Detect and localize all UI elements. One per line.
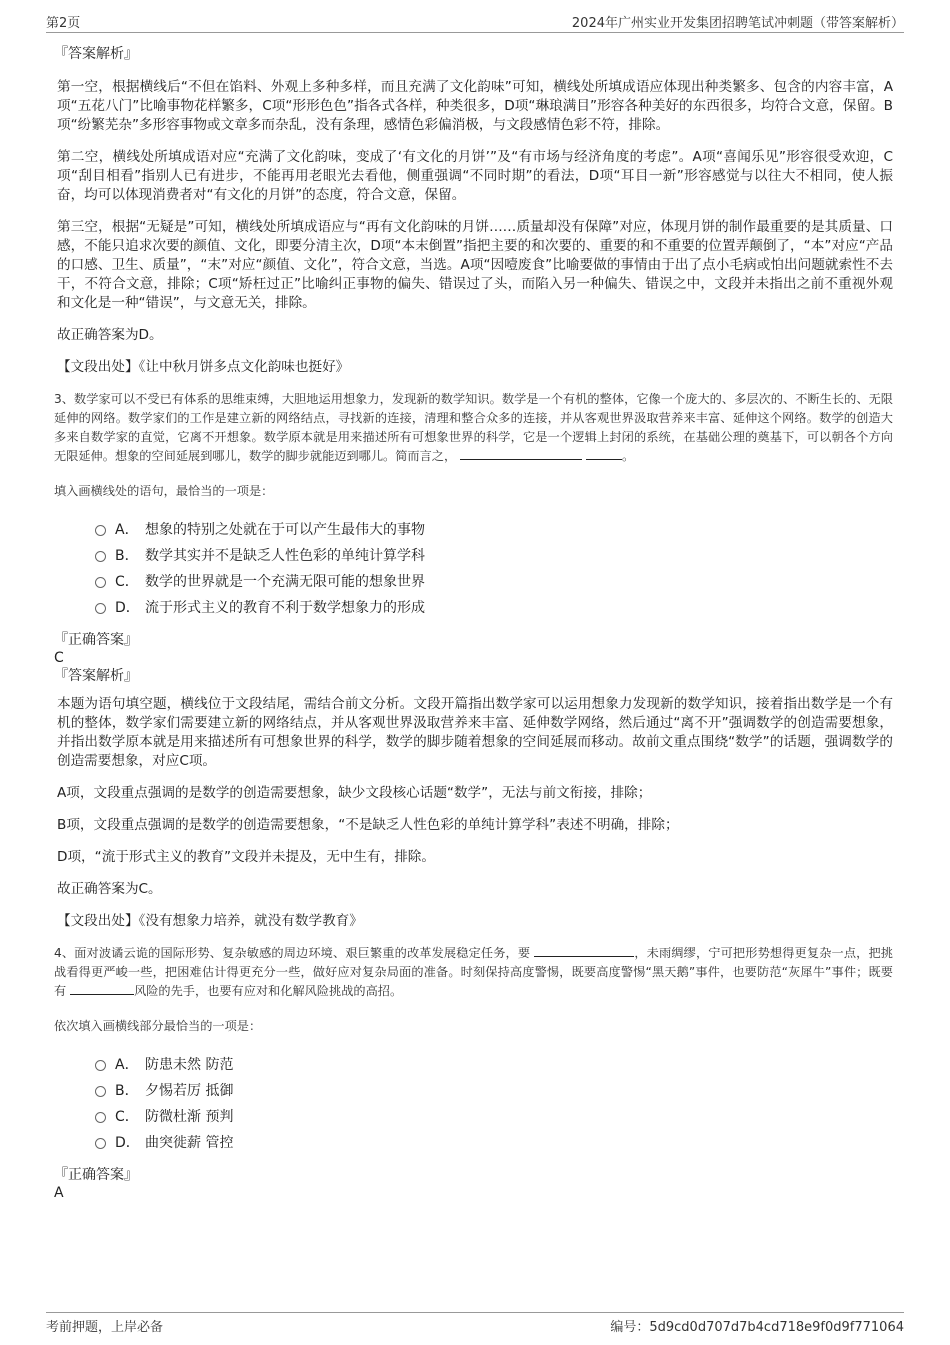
analysis-paragraph: 本题为语句填空题，横线位于文段结尾，需结合前文分析。文段开篇指出数学家可以运用想象力发现新的数学知识，接着指出数学是一个有机的整体，数学家们需要建立新的网络结点，并从客观世界汲取营养来丰富、延伸数学网络，然后通过“离不开”强调数学的创造需要想象，并指出数学原本就是用来描述所有可想象世界的科学，数学的脚步随着想象的空间延展而移动。故前文重点围绕“数学”的话题，强调数学的创造需要想象，对应C项。 (57, 696, 893, 769)
question-3-end: 。 (621, 449, 635, 463)
answer-conclusion: 故正确答案为C。 (57, 881, 162, 897)
option-b[interactable] (95, 543, 893, 569)
option-letter: B． (115, 547, 139, 564)
source-citation: 【文段出处】《没有想象力培养，就没有数学教育》 (57, 913, 363, 929)
option-c[interactable] (95, 569, 893, 595)
option-a[interactable] (95, 1052, 893, 1078)
answer-blank (70, 982, 134, 995)
radio-icon[interactable] (95, 551, 106, 562)
question-4-body-a: 4、面对波谲云诡的国际形势、复杂敏感的周边环境、艰巨繁重的改革发展稳定任务，要 (54, 946, 531, 960)
analysis-paragraph: 第二空，横线处所填成语对应“充满了文化韵味，变成了‘有文化的月饼’”及“有市场与经济角度的考虑”。A项“喜闻乐见”形容很受欢迎，C项“刮目相看”指别人已有进步，不能再用老眼光去看他，侧重强调“不同时期”的看法，D项“耳目一新”形容感觉与以往大不相同，使人振奋，均可以体现消费者对“有文化的月饼”的态度，符合文意，保留。 (57, 149, 893, 203)
option-letter: D． (115, 599, 140, 616)
analysis-paragraph: A项，文段重点强调的是数学的创造需要想象，缺少文段核心话题“数学”，无法与前文衔接，排除； (57, 785, 652, 801)
question-4-options (95, 1052, 893, 1156)
answer-blank (586, 447, 622, 460)
radio-icon[interactable] (95, 577, 106, 588)
footer-slogan: 考前押题，上岸必备 (46, 1320, 164, 1335)
option-text: 想象的特别之处就在于可以产生最伟大的事物 (145, 521, 425, 538)
option-a[interactable] (95, 517, 893, 543)
option-letter: A． (115, 1056, 139, 1073)
analysis-paragraph: D项，“流于形式主义的教育”文段并未提及，无中生有，排除。 (57, 849, 435, 865)
option-d[interactable] (95, 595, 893, 621)
analysis-paragraph: B项，文段重点强调的是数学的创造需要想象，“不是缺乏人性色彩的单纯计算学科”表述不明确，排除； (57, 817, 679, 833)
radio-icon[interactable] (95, 525, 106, 536)
correct-answer-label: 『正确答案』 (54, 632, 138, 648)
document-title: 2024年广州实业开发集团招聘笔试冲刺题（带答案解析） (571, 16, 904, 31)
page-footer (46, 1312, 904, 1335)
option-text: 流于形式主义的教育不利于数学想象力的形成 (145, 599, 425, 616)
question-3-options (95, 517, 893, 621)
question-prompt: 填入画横线处的语句，最恰当的一项是： (54, 484, 274, 498)
document-id: 编号：5d9cd0d707d7b4cd718e9f0d9f771064 (610, 1320, 904, 1335)
option-letter: C． (115, 1108, 139, 1125)
analysis-label: 『答案解析』 (54, 668, 138, 684)
option-b[interactable] (95, 1078, 893, 1104)
option-text: 数学其实并不是缺乏人性色彩的单纯计算学科 (145, 547, 425, 564)
answer-blank (534, 944, 634, 957)
question-prompt: 依次填入画横线部分最恰当的一项是： (54, 1019, 262, 1033)
radio-icon[interactable] (95, 603, 106, 614)
option-text: 曲突徙薪 管控 (145, 1134, 234, 1151)
document-body (54, 44, 893, 1202)
page-header (46, 12, 904, 33)
radio-icon[interactable] (95, 1086, 106, 1097)
analysis-label: 『答案解析』 (54, 46, 138, 62)
question-4-text (54, 944, 893, 1001)
option-letter: B． (115, 1082, 139, 1099)
answer-blank (460, 447, 582, 460)
source-citation: 【文段出处】《让中秋月饼多点文化韵味也挺好》 (57, 359, 350, 375)
page-number: 第2页 (46, 16, 81, 31)
question-3-body: 3、数学家可以不受已有体系的思维束缚，大胆地运用想象力，发现新的数学知识。数学是一个有机的整体，它像一个庞大的、多层次的、不断生长的、无限延伸的网络。数学家们的工作是建立新的网络结点，寻找新的连接，清理和整合众多的连接，并从客观世界汲取营养来丰富、延伸这个网络。数学的创造大多来自数学家的直觉，它离不开想象。数学原本就是用来描述所有可想象世界的科学，它是一个逻辑上封闭的系统，在基础公理的奠基下，可以朝各个方向无限延伸。想象的空间延展到哪儿，数学的脚步就能迈到哪儿。简而言之， (54, 392, 893, 463)
question-4-body-b: ，未雨绸缪，宁可把形势想得更复杂一点，把挑战看得更严峻一些，把困难估计得更充分一些，做好应对复杂局面的准备。时刻保持高度警惕，既要高度警惕“黑天鹅”事件，也要防范“灰犀牛”事件；既要有 (54, 946, 893, 998)
answer-conclusion: 故正确答案为D。 (57, 327, 163, 343)
correct-answer-label: 『正确答案』 (54, 1167, 138, 1183)
correct-answer: A (54, 1185, 64, 1201)
question-4-body-c: 风险的先手，也要有应对和化解风险挑战的高招。 (134, 984, 403, 998)
option-d[interactable] (95, 1130, 893, 1156)
option-text: 防患未然 防范 (145, 1056, 234, 1073)
option-letter: A． (115, 521, 139, 538)
radio-icon[interactable] (95, 1138, 106, 1149)
analysis-paragraph: 第三空，根据“无疑是”可知，横线处所填成语应与“再有文化韵味的月饼……质量却没有保障”对应，体现月饼的制作最重要的是其质量、口感，不能只追求次要的颜值、文化，即要分清主次，D项“本末倒置”指把主要的和次要的、重要的和不重要的位置弄颠倒了，“本”对应“产品的口感、卫生、质量”，“末”对应“颜值、文化”，符合文意，当选。A项“因噎废食”比喻要做的事情由于出了点小毛病或怕出问题就索性不去干，不符合文意，排除；C项“矫枉过正”比喻纠正事物的偏失、错误过了头，而陷入另一种偏失、错误之中，文段并未指出之前不重视外观和文化是一种“错误”，与文意无关，排除。 (57, 219, 893, 311)
option-letter: C． (115, 573, 139, 590)
correct-answer: C (54, 650, 64, 666)
option-letter: D． (115, 1134, 140, 1151)
analysis-paragraph: 第一空，根据横线后“不但在馅料、外观上多种多样，而且充满了文化韵味”可知，横线处所填成语应体现出种类繁多、包含的内容丰富，A项“五花八门”比喻事物花样繁多，C项“形形色色”指各式各样，种类很多，D项“琳琅满目”形容各种美好的东西很多，均符合文意，保留。B项“纷繁芜杂”多形容事物或文章多而杂乱，没有条理，感情色彩偏消极，与文段感情色彩不符，排除。 (57, 79, 893, 133)
question-3-text (54, 390, 893, 466)
option-text: 夕惕若厉 抵御 (145, 1082, 234, 1099)
option-text: 防微杜渐 预判 (145, 1108, 234, 1125)
radio-icon[interactable] (95, 1112, 106, 1123)
option-text: 数学的世界就是一个充满无限可能的想象世界 (145, 573, 425, 590)
option-c[interactable] (95, 1104, 893, 1130)
radio-icon[interactable] (95, 1060, 106, 1071)
